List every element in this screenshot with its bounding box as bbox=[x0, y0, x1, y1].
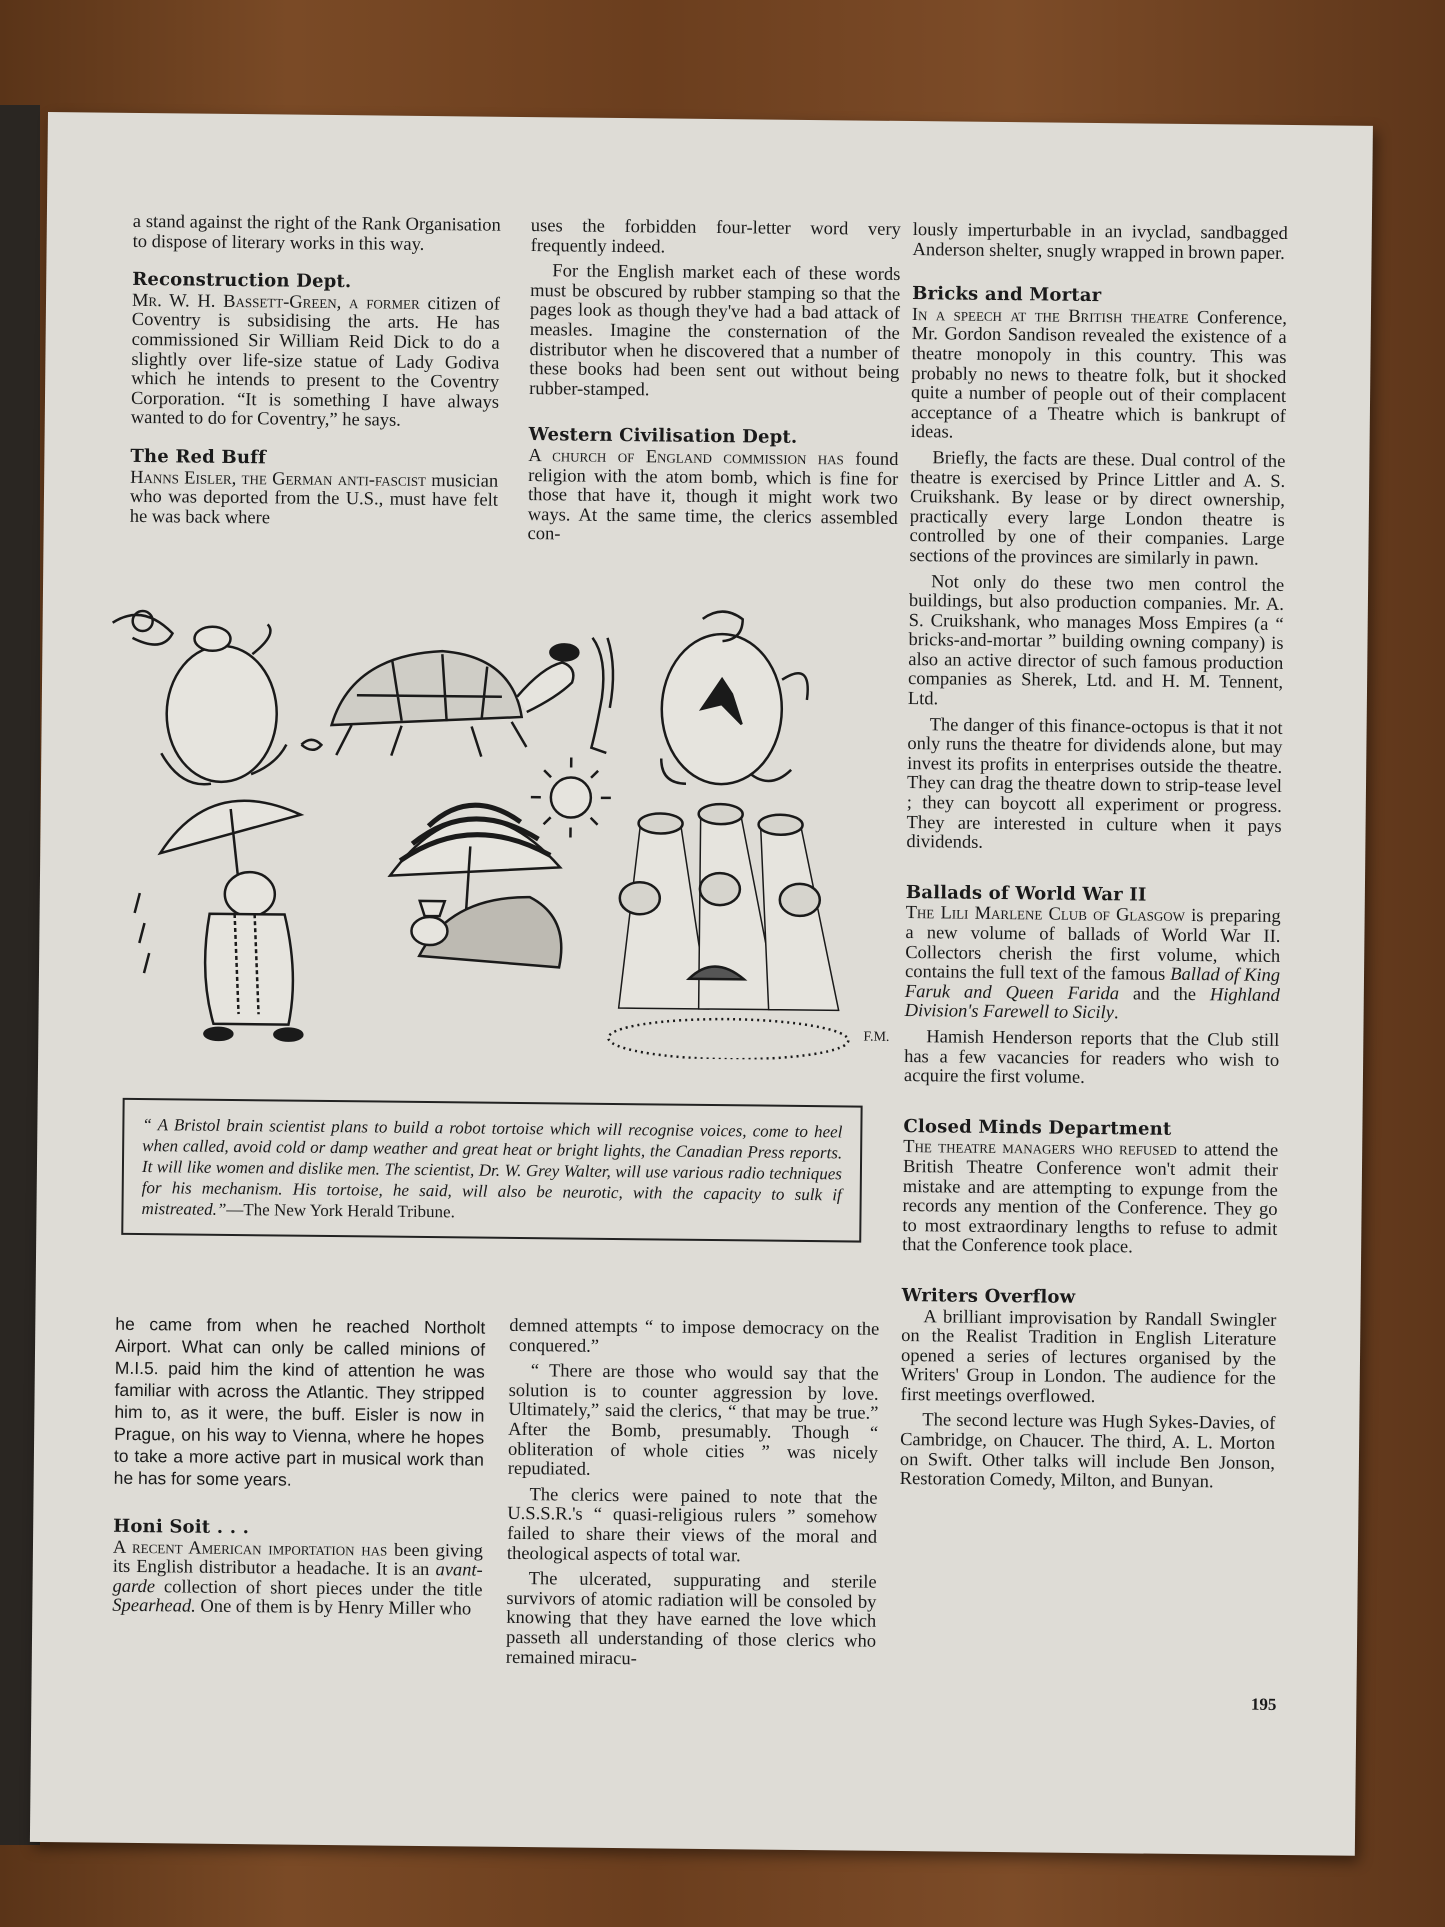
paragraph: uses the forbidden four-letter word very frequently indeed. bbox=[530, 216, 901, 258]
paragraph: Not only do these two men control the buildings, but also production companies. Mr. A. S. Cruikshank, who manages Moss Empires (a “ bricks-and-mortar ” building owning company) is also an active director of such famous production companies as Sherek, Ltd. and H. M. Tennent, Ltd. bbox=[907, 571, 1285, 710]
column-3 bbox=[900, 221, 1288, 1500]
paragraph: A brilliant improvisation by Randall Swingler on the Realist Tradition in English Literature opened a series of lectures organised by the Writers' Group in London. The audience for the first meetings overflowed. bbox=[900, 1306, 1277, 1407]
section-heading-writers-overflow: Writers Overflow bbox=[901, 1284, 1076, 1308]
paragraph: lously imperturbable in an ivyclad, sandbagged Anderson shelter, snugly wrapped in brown paper. bbox=[912, 220, 1288, 264]
section-heading-bricks-and-mortar: Bricks and Mortar bbox=[912, 283, 1102, 307]
lead-in: A recent American importation has bbox=[112, 1537, 388, 1561]
tortoise-beach-umbrella-drawing bbox=[389, 756, 611, 968]
lead-in: Mr. W. H. Bassett-Green, a former bbox=[131, 290, 420, 314]
quote-source: —The New York Herald Tribune. bbox=[226, 1199, 455, 1222]
quote-text: “ A Bristol brain scientist plans to build a robot tortoise which will recognise voices, come to heel when called, avoid cold or damp weather and great heat or bright lights, the Canadian Press reports. It will like women and dislike men. The scientist, Dr. W. Grey Walter, will use various radio techniques for his mechanism. His tortoise, he said, will also be neurotic, with the capacity to sulk if mistreated.” bbox=[141, 1115, 843, 1219]
tortoise-cartoon-illustration bbox=[98, 593, 943, 1062]
magazine-page bbox=[30, 112, 1373, 1856]
column-2-bottom bbox=[506, 1317, 880, 1678]
lead-in: Hanns Eisler, the German anti-fascist bbox=[130, 467, 427, 491]
paragraph: The theatre managers who refused to attend the British Theatre Conference won't admit their mistake and are attempting to expunge from the records any mention of the Conference. They go to most extraordinary lengths to refuse to admit that the Conference took place. bbox=[902, 1137, 1279, 1258]
tortoise-with-bow-drawing bbox=[661, 611, 809, 785]
spotlights-tortoise-drawing bbox=[608, 803, 892, 1061]
section-heading-red-buff: The Red Buff bbox=[130, 445, 267, 469]
paragraph: Mr. W. H. Bassett-Green, a former citizen of Coventry is subsidising the arts. He has commissioned Sir William Reid Dick to do a slightly over life-size statue of Lady Godiva which he intends to present to the Coventry Corporation. “It is something I have always wanted to do for Coventry,” he says. bbox=[130, 290, 501, 432]
dancer-leg-drawing bbox=[591, 638, 613, 753]
ballad-title: Highland Division's Farewell to Sicily bbox=[904, 984, 1280, 1024]
paragraph: “ There are those who would say that the solution is to counter aggression by love. Ultimately,” said the clerics, “ that may be true.” After the Bomb, presumably. Though “ obliteration of whole cities ” was nicely repudiated. bbox=[507, 1361, 879, 1480]
column-2-top bbox=[527, 217, 900, 555]
ballad-title: Ballad of King Faruk and Queen Farida bbox=[904, 964, 1281, 1005]
lead-in: A church of England commission has bbox=[528, 445, 844, 470]
section-heading-honi-soit: Honi Soit . . . bbox=[113, 1515, 250, 1539]
paragraph: A church of England commission has found religion with the atom bomb, which is fine for those that have it, though it might work two ways. At the same time, the clerics assembled con- bbox=[527, 445, 899, 545]
tortoise-bowler-hat-drawing bbox=[301, 642, 578, 758]
lead-in: The Lili Marlene Club of Glasgow bbox=[905, 903, 1186, 927]
paragraph: Briefly, the facts are these. Dual control of the theatre is exercised by Prince Littler and A. S. Cruikshank. By lease or by direct ownership, practically every large London theatre is controlled by one of their companies. Large sections of the provinces are similarly in pawn. bbox=[909, 448, 1286, 570]
section-heading-closed-minds: Closed Minds Department bbox=[903, 1115, 1172, 1140]
tortoise-with-horn-drawing bbox=[111, 611, 288, 785]
paragraph: The clerics were pained to note that the U.S.S.R.'s “ quasi-religious rulers ” somehow failed to share their views of the moral and theological aspects of total war. bbox=[506, 1484, 878, 1566]
artist-signature: F.M. bbox=[863, 1029, 890, 1045]
paragraph: The Lili Marlene Club of Glasgow is preparing a new volume of ballads of World War II. Collectors cherish the first volume, which contains the full text of the famous Ballad of King Faruk and Queen Farida and the Highland Division's Farewell to Sicily. bbox=[904, 903, 1281, 1024]
paragraph: In a speech at the British theatre Conference, Mr. Gordon Sandison revealed the existence of a theatre monopoly in this country. This was probably no news to theatre folk, but it shocked quite a number of people out of their complacent acceptance of a Theatre which is bankrupt of ideas. bbox=[910, 304, 1288, 443]
paragraph: he came from when he reached Northolt Airport. What can only be called minions of M.I.5. paid him the kind of attention he was familiar with across the Atlantic. They stripped him to, as it were, the buff. Eisler is now in Prague, on his way to Vienna, where he hopes to take a more active part in musical work than he has for some years. bbox=[113, 1313, 486, 1490]
page-number: 195 bbox=[1250, 1694, 1277, 1714]
paragraph: For the English market each of these words must be obscured by rubber stamping so that the pages look as though they've had a bad attack of measles. Imagine the consternation of the distributor when he discovered that a number of these books had been sent out without being rubber-stamped. bbox=[529, 261, 901, 401]
lead-in: In a speech at the British theatre bbox=[911, 304, 1189, 328]
column-1-bottom bbox=[112, 1313, 485, 1627]
column-1-top bbox=[130, 213, 501, 537]
paragraph: Hanns Eisler, the German anti-fascist musician who was deported from the U.S., must have felt he was back where bbox=[129, 467, 499, 529]
tortoise-with-umbrella-drawing bbox=[133, 800, 304, 1041]
paragraph: A recent American importation has been giving its English distributor a headache. It is an avant-garde collection of short pieces under the title Spearhead. One of them is by Henry Miller who bbox=[112, 1537, 484, 1620]
paragraph: a stand against the right of the Rank Organisation to dispose of literary works in this way. bbox=[132, 211, 501, 255]
section-heading-reconstruction: Reconstruction Dept. bbox=[132, 269, 352, 293]
paragraph: Hamish Henderson reports that the Club still has a few vacancies for readers who wish to acquire the first volume. bbox=[903, 1027, 1280, 1089]
quote-box bbox=[121, 1098, 862, 1243]
section-heading-western-civilisation: Western Civilisation Dept. bbox=[528, 424, 798, 449]
paragraph: The second lecture was Hugh Sykes-Davies, of Cambridge, on Chaucer. The third, A. L. Morton on Swift. Other talks will include Ben Jonson, Restoration Comedy, Milton, and Bunyan. bbox=[899, 1410, 1276, 1493]
lead-in: The theatre managers who refused bbox=[903, 1137, 1177, 1161]
paragraph: demned attempts “ to impose democracy on the conquered.” bbox=[509, 1315, 880, 1357]
paragraph: The danger of this finance-octopus is that it not only runs the theatre for dividends alone, but may invest its profits in enterprises outside the theatre. They can drag the theatre down to strip-tease level ; they can boycott all experiment or progress. They are interested in culture when it pays dividends. bbox=[906, 714, 1283, 854]
section-heading-ballads: Ballads of World War II bbox=[905, 881, 1147, 906]
paragraph: The ulcerated, suppurating and sterile survivors of atomic radiation will be consoled by knowing that they have earned the love which passeth all understanding of those clerics who remained miracu- bbox=[505, 1569, 877, 1669]
